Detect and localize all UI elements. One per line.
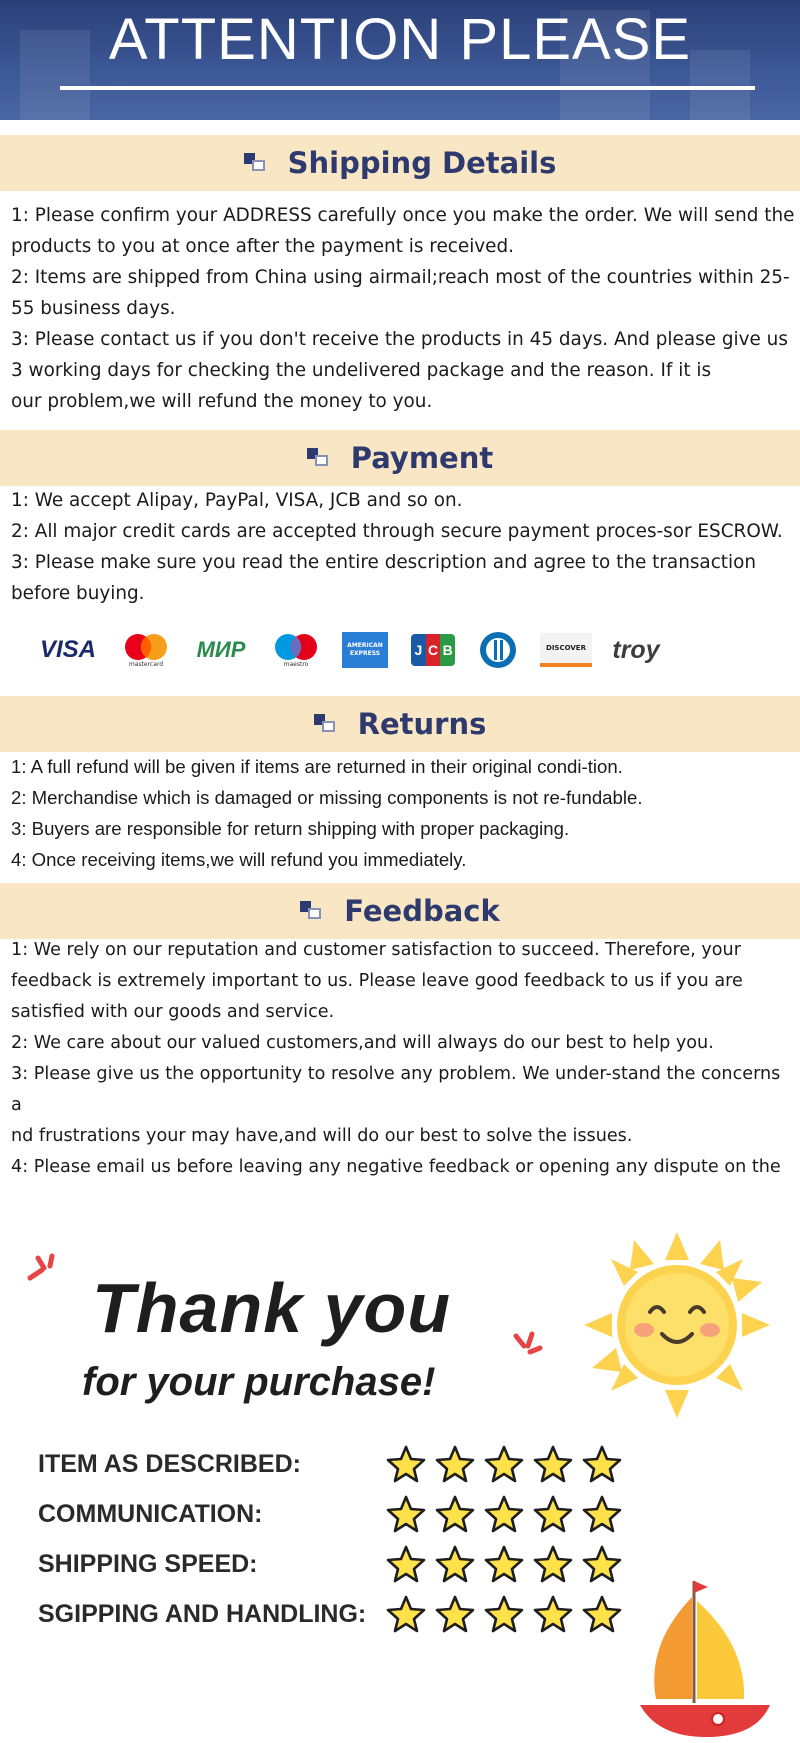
diners-club-logo [474,626,522,674]
section-title: Feedback [344,894,500,928]
thank-you-card [0,1180,800,1743]
star-icon [533,1545,573,1587]
section-bullet-icon [307,448,333,468]
text-line: 3: Please make sure you read the entire description and agree to the transaction [11,552,757,573]
star-icon [533,1445,573,1487]
rating-label: COMMUNICATION: [38,1499,263,1528]
rating-row [38,1444,301,1484]
star-icon [582,1595,622,1637]
page-title: ATTENTION PLEASE [108,7,692,72]
star-icon [435,1545,475,1587]
rating-row [38,1544,258,1584]
text-line: feedback is extremely important to us. Please leave good feedback to us if you are [11,971,743,991]
maestro-logo: maestro [266,626,326,674]
star-icon [435,1445,475,1487]
star-icon [484,1595,524,1637]
text-line: 3 working days for checking the undelivered package and the reason. If it is [11,360,712,381]
sailboat-icon [636,1575,776,1740]
mastercard-circles-icon [123,633,169,661]
text-line: before buying. [11,583,145,604]
text-line: satisfied with our goods and service. [11,1002,335,1022]
section-title: Returns [357,707,487,741]
mir-logo: МИР [196,637,246,662]
thank-you-subline: for your purchase! [82,1360,436,1404]
star-icon [435,1595,475,1637]
text-line: 4: Please email us before leaving any negative feedback or opening any dispute on the [11,1157,781,1177]
rating-label: SGIPPING AND HANDLING: [38,1599,367,1628]
maestro-circles-icon [273,633,319,661]
burst-mark-icon [506,1330,546,1370]
text-line: our problem,we will refund the money to you. [11,391,433,412]
rating-row [38,1494,263,1534]
text-line: 1: We accept Alipay, PayPal, VISA, JCB and so on. [11,490,463,511]
text-line: 55 business days. [11,298,176,319]
star-icon [386,1545,426,1587]
section-bullet-icon [300,901,326,921]
mastercard-logo: mastercard [116,626,176,674]
section-title: Payment [350,441,494,475]
discover-logo: DISCOVER [538,626,594,674]
text-line: 1: Please confirm your ADDRESS carefully once you make the order. We will send the [11,205,795,226]
section-header-shipping [0,135,800,191]
section-bullet-icon [244,153,270,173]
payment-text [11,485,796,609]
diners-circle-icon [478,630,518,670]
star-icon [386,1595,426,1637]
text-line: 3: Please give us the opportunity to resolve any problem. We under-stand the concerns a [11,1064,781,1115]
rating-row [38,1594,366,1634]
star-icon [484,1495,524,1537]
star-rating [386,1445,622,1487]
burst-mark-icon [24,1248,64,1288]
text-line: 1: A full refund will be given if items are returned in their original condi-tion. [11,756,623,777]
text-line: 1: We rely on our reputation and customer satisfaction to succeed. Therefore, your [11,940,741,960]
text-line: 2: We care about our valued customers,and will always do our best to help you. [11,1033,714,1053]
star-icon [533,1595,573,1637]
section-header-returns [0,696,800,752]
star-icon [582,1545,622,1587]
text-line: 2: Items are shipped from China using airmail;reach most of the countries within 25- [11,267,790,288]
shipping-details-text [11,200,796,417]
text-line: 2: All major credit cards are accepted through secure payment proces-sor ESCROW. [11,521,783,542]
visa-logo: VISA [39,636,96,663]
payment-logos [30,626,710,674]
text-line: nd frustrations your may have,and will do our best to solve the issues. [11,1126,633,1146]
star-icon [435,1495,475,1537]
title-underline [60,86,755,90]
star-rating [386,1545,622,1587]
returns-text [11,751,796,875]
text-line: 2: Merchandise which is damaged or missing components is not re-fundable. [11,787,643,808]
star-icon [484,1545,524,1587]
section-header-payment [0,430,800,486]
text-line: 4: Once receiving items,we will refund you immediately. [11,849,467,870]
star-icon [386,1495,426,1537]
star-icon [386,1445,426,1487]
star-icon [484,1445,524,1487]
section-title: Shipping Details [287,146,557,180]
jcb-logo: J C B [408,626,458,674]
star-icon [582,1445,622,1487]
text-line: 3: Buyers are responsible for return shipping with proper packaging. [11,818,570,839]
star-icon [582,1495,622,1537]
star-rating [386,1495,622,1537]
header-banner [0,0,800,120]
rating-label: SHIPPING SPEED: [38,1549,258,1578]
rating-label: ITEM AS DESCRIBED: [38,1449,301,1478]
star-rating [386,1595,622,1637]
smiling-sun-icon [582,1230,772,1420]
american-express-logo: AMERICAN EXPRESS [340,626,390,674]
section-bullet-icon [314,714,340,734]
section-header-feedback [0,883,800,939]
troy-logo: troy [612,635,660,664]
star-icon [533,1495,573,1537]
thank-you-headline: Thank you [92,1269,452,1347]
feedback-text [11,935,796,1214]
text-line: 3: Please contact us if you don't receive the products in 45 days. And please give us [11,329,788,350]
text-line: products to you at once after the payment is received. [11,236,515,257]
